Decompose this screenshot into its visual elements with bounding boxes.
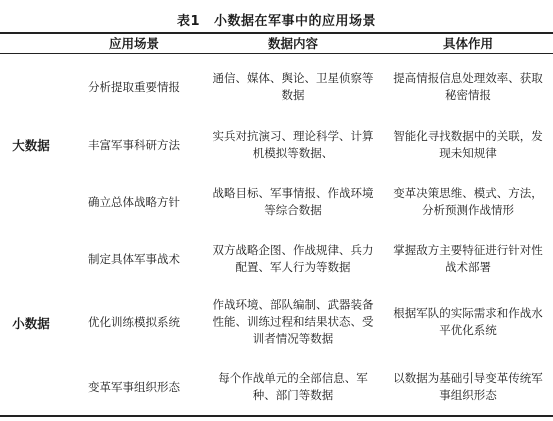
row-content: 实兵对抗演习、理论科学、计算机模拟等数据、 [212, 129, 374, 160]
table-caption-number: 表1 [176, 14, 201, 29]
row-effect: 智能化寻找数据中的关联，发现未知规律 [393, 129, 543, 160]
row-scene: 优化训练模拟系统 [88, 315, 180, 329]
header-effect: 具体作用 [442, 36, 493, 51]
header-scene: 应用场景 [108, 36, 159, 51]
table-row [0, 230, 553, 288]
table-row [0, 120, 553, 170]
row-scene: 丰富军事科研方法 [88, 138, 180, 152]
row-effect: 提高情报信息处理效率、获取秘密情报 [393, 71, 543, 102]
table-row [0, 362, 553, 412]
row-effect: 根据军队的实际需求和作战水平优化系统 [393, 306, 543, 337]
row-scene: 确立总体战略方针 [88, 195, 180, 209]
group-label-small-data: 小数据 [12, 316, 50, 331]
table-caption [0, 10, 553, 29]
row-content: 每个作战单元的全部信息、军种、部门等数据 [218, 371, 368, 402]
table-row [0, 284, 553, 360]
row-effect: 变革决策思维、模式、方法，分析预测作战情形 [393, 186, 543, 217]
row-scene: 制定具体军事战术 [88, 252, 180, 266]
row-content: 双方战略企图、作战规律、兵力配置、军人行为等数据 [212, 243, 374, 274]
row-effect: 掌握敌方主要特征进行针对性战术部署 [393, 243, 543, 274]
row-effect: 以数据为基础引导变革传统军事组织形态 [393, 371, 543, 402]
bottom-rule [0, 415, 553, 417]
table-caption-title: 小数据在军事中的应用场景 [214, 14, 377, 29]
header-rule [0, 53, 553, 54]
group-label-big-data: 大数据 [12, 138, 50, 153]
table-row [0, 177, 553, 227]
row-scene: 分析提取重要情报 [88, 80, 180, 94]
table-row [0, 62, 553, 112]
row-scene: 变革军事组织形态 [88, 380, 180, 394]
row-content: 作战环境、部队编制、武器装备性能、训练过程和结果状态、受训者情况等数据 [212, 297, 374, 346]
row-content: 战略目标、军事情报、作战环境等综合数据 [212, 186, 374, 217]
header-content: 数据内容 [267, 36, 318, 51]
row-content: 通信、媒体、舆论、卫星侦察等数据 [212, 71, 374, 102]
